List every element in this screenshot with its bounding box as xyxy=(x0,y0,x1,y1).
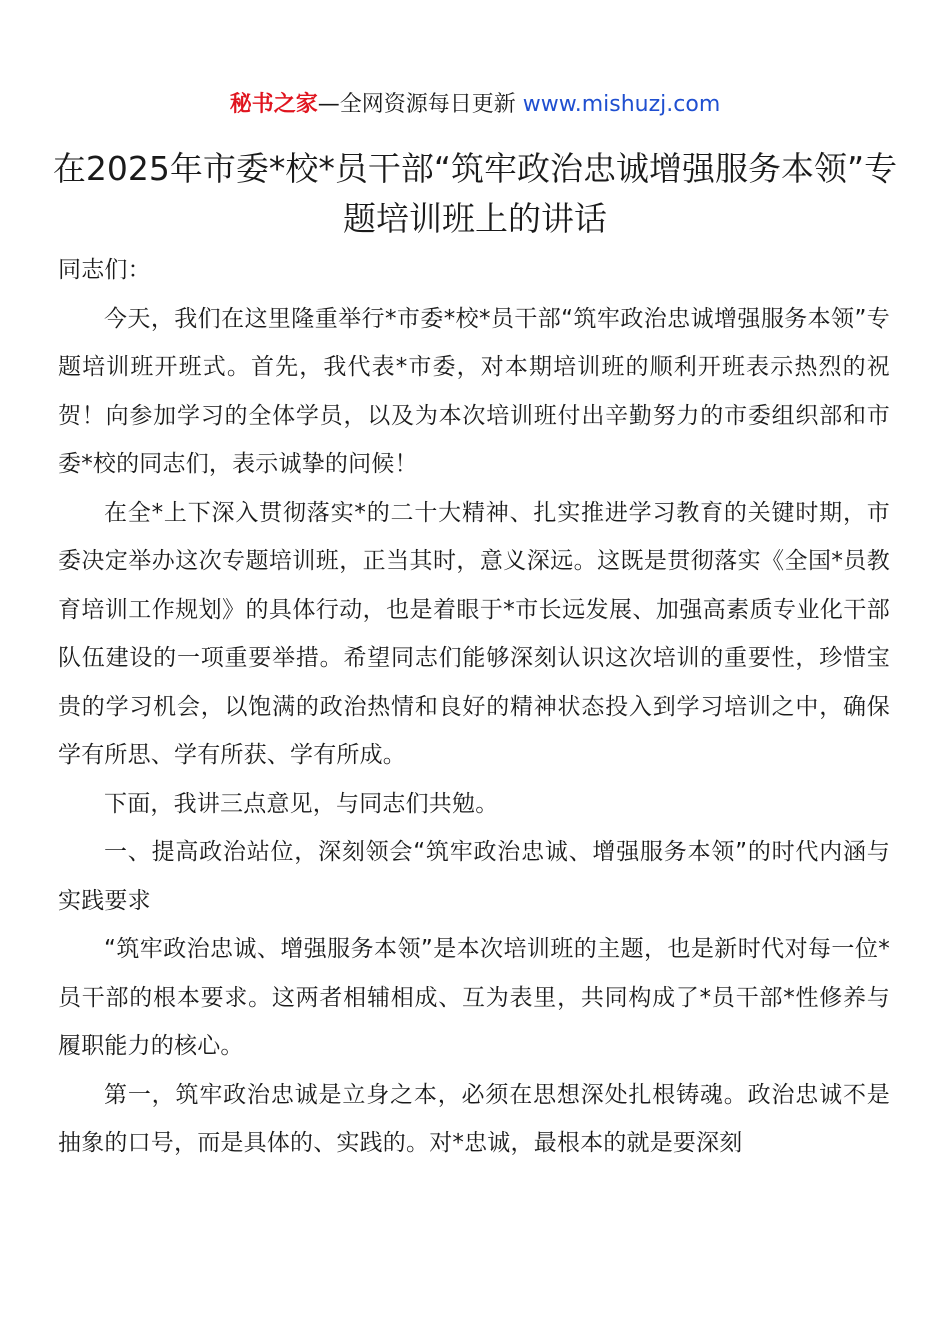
paragraph-context: 在全*上下深入贯彻落实*的二十大精神、扎实推进学习教育的关键时期，市委决定举办这次专题培训班，正当其时，意义深远。这既是贯彻落实《全国*员教育培训工作规划》的具体行动，也是着眼于*市长远发展、加强高素质专业化干部队伍建设的一项重要举措。希望同志们能够深刻认识这次培训的重要性，珍惜宝贵的学习机会，以饱满的政治热情和良好的精神状态投入到学习培训之中，确保学有所思、学有所获、学有所成。 xyxy=(58,499,890,768)
paragraph-theme: “筑牢政治忠诚、增强服务本领”是本次培训班的主题，也是新时代对每一位*员干部的根本要求。这两者相辅相成、互为表里，共同构成了*员干部*性修养与履职能力的核心。 xyxy=(58,936,890,1059)
section-heading-1: 一、提高政治站位，深刻领会“筑牢政治忠诚、增强服务本领”的时代内涵与实践要求 xyxy=(58,839,890,914)
document-title: 在2025年市委*校*员干部“筑牢政治忠诚增强服务本领”专题培训班上的讲话 xyxy=(52,149,898,238)
document-body xyxy=(58,246,890,1168)
salutation: 同志们： xyxy=(58,257,151,283)
paragraph-first-point: 第一，筑牢政治忠诚是立身之本，必须在思想深处扎根铸魂。政治忠诚不是抽象的口号，而是具体的、实践的。对*忠诚，最根本的就是要深刻 xyxy=(58,1081,890,1156)
paragraph-opening: 今天，我们在这里隆重举行*市委*校*员干部“筑牢政治忠诚增强服务本领”专题培训班开班式。首先，我代表*市委，对本期培训班的顺利开班表示热烈的祝贺！向参加学习的全体学员，以及为本次培训班付出辛勤努力的市委组织部和市委*校的同志们，表示诚挚的问候！ xyxy=(58,305,890,477)
site-tagline: —全网资源每日更新 xyxy=(317,92,523,117)
site-brand: 秘书之家 xyxy=(229,92,318,117)
paragraph-transition: 下面，我讲三点意见，与同志们共勉。 xyxy=(104,790,499,817)
site-header xyxy=(0,88,950,122)
site-url-link[interactable]: www.mishuzj.com xyxy=(522,92,721,117)
